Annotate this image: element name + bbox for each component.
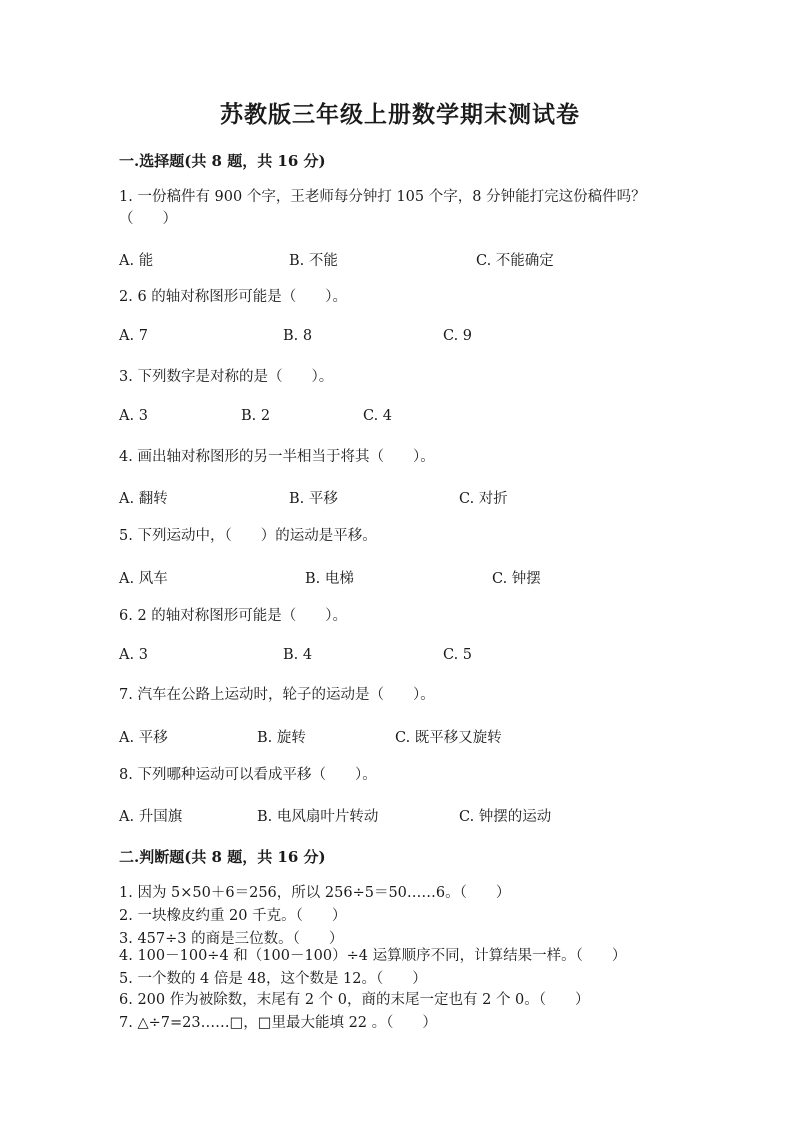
q6-option-a: A. 3 [119, 647, 148, 663]
q3-option-a: A. 3 [119, 408, 148, 424]
tf-item-3: 3. 457÷3 的商是三位数。（ ） [119, 931, 344, 947]
q1-option-a: A. 能 [119, 253, 154, 269]
q2-option-b: B. 8 [283, 328, 313, 344]
question-6: 6. 2 的轴对称图形可能是（ ）。 [119, 608, 348, 624]
section-heading-choice: 一.选择题(共 8 题，共 16 分) [119, 152, 326, 170]
q4-option-a: A. 翻转 [119, 491, 168, 507]
tf-item-6: 6. 200 作为被除数，末尾有 2 个 0，商的末尾一定也有 2 个 0。（ ） [119, 992, 590, 1008]
page-title: 苏教版三年级上册数学期末测试卷 [220, 101, 580, 128]
q8-option-b: B. 电风扇叶片转动 [257, 809, 379, 825]
q8-option-c: C. 钟摆的运动 [459, 809, 552, 825]
tf-item-5: 5. 一个数的 4 倍是 48，这个数是 12。（ ） [119, 971, 427, 987]
question-1: 1. 一份稿件有 900 个字，王老师每分钟打 105 个字，8 分钟能打完这份稿件吗？（ ） [119, 189, 646, 227]
tf-item-4: 4. 100－100÷4 和（100－100）÷4 运算顺序不同，计算结果一样。（ ） [119, 948, 627, 964]
q8-option-a: A. 升国旗 [119, 809, 183, 825]
q5-option-c: C. 钟摆 [492, 571, 541, 587]
q5-option-b: B. 电梯 [305, 571, 354, 587]
question-3: 3. 下列数字是对称的是（ ）。 [119, 369, 334, 385]
q2-option-a: A. 7 [119, 328, 148, 344]
q6-option-c: C. 5 [443, 647, 473, 663]
q5-option-a: A. 风车 [119, 571, 168, 587]
question-7: 7. 汽车在公路上运动时，轮子的运动是（ ）。 [119, 687, 435, 703]
question-8: 8. 下列哪种运动可以看成平移（ ）。 [119, 767, 377, 783]
q7-option-a: A. 平移 [119, 730, 168, 746]
section-heading-true-false: 二.判断题(共 8 题，共 16 分) [119, 848, 326, 866]
q4-option-c: C. 对折 [459, 491, 508, 507]
q7-option-b: B. 旋转 [257, 730, 306, 746]
question-2: 2. 6 的轴对称图形可能是（ ）。 [119, 289, 348, 305]
tf-item-1: 1. 因为 5×50＋6＝256，所以 256÷5＝50……6。（ ） [119, 885, 511, 901]
tf-item-2: 2. 一块橡皮约重 20 千克。（ ） [119, 908, 347, 924]
q3-option-b: B. 2 [241, 408, 271, 424]
q4-option-b: B. 平移 [289, 491, 338, 507]
question-4: 4. 画出轴对称图形的另一半相当于将其（ ）。 [119, 449, 435, 465]
q3-option-c: C. 4 [363, 408, 393, 424]
tf-item-7: 7. △÷7=23……□，□里最大能填 22 。（ ） [119, 1015, 437, 1031]
q1-option-b: B. 不能 [289, 253, 338, 269]
question-5: 5. 下列运动中，（ ）的运动是平移。 [119, 528, 377, 544]
q1-option-c: C. 不能确定 [476, 253, 554, 269]
q7-option-c: C. 既平移又旋转 [395, 730, 502, 746]
q6-option-b: B. 4 [283, 647, 313, 663]
q2-option-c: C. 9 [443, 328, 473, 344]
